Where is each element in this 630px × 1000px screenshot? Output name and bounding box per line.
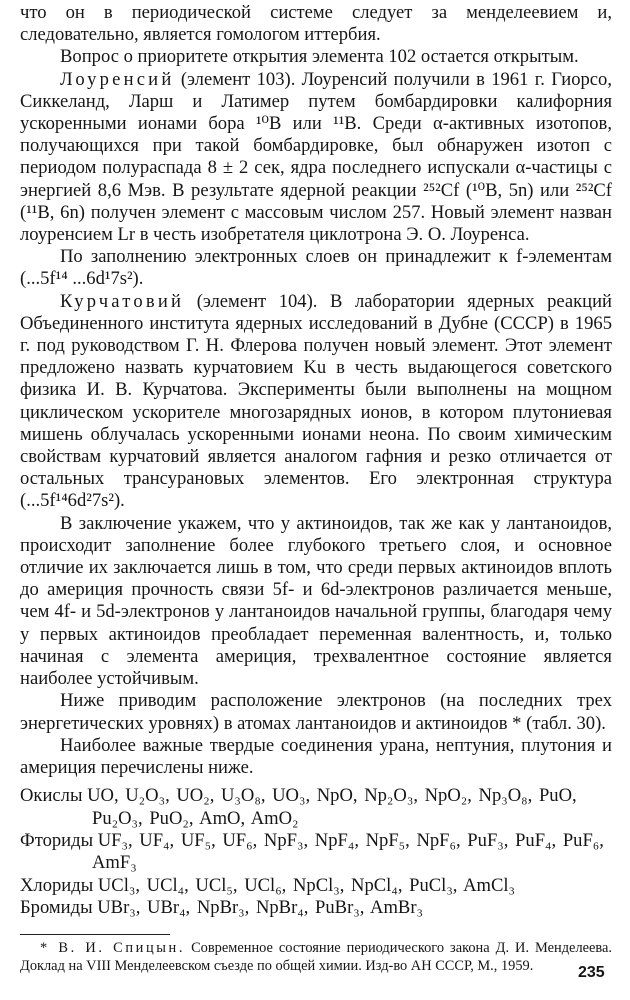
footnote-text: Современное состояние периодического закона Д. И. Менделеева. Доклад на VIII Менделеевском съезде по общей химии. Изд-во АН СССР, М., 1959. [20,939,612,975]
book-page [20,2,612,976]
footnote [20,939,612,976]
compound-list: UF₃, UF₄, UF₅, UF₆, NpF₃, NpF₄, NpF₅, NpF₆, PuF₃, PuF₄, PuF₆, AmF₃ [92,829,604,874]
compound-list: UBr₃, UBr₄, NpBr₃, NpBr₄, PuBr₃, AmBr₃ [97,897,423,919]
compound-label: Фториды [20,829,94,851]
compound-label: Окислы [20,785,83,807]
page-number: 235 [578,964,605,981]
paragraph-compounds-intro: Наиболее важные твердые соединения урана, нептуния, плутония и америция перечислены ниже. [20,734,612,778]
compounds-oxides [20,785,612,830]
paragraph-table-ref: Ниже приводим расположение электронов (на последних трех энергетических уровнях) в атомах лантаноидов и актиноидов * (табл. 30). [20,690,612,734]
compound-list: UCl₃, UCl₄, UCl₅, UCl₆, NpCl₃, NpCl₄, PuCl₃, AmCl₃ [97,874,516,896]
compounds-chlorides [20,875,612,897]
compounds-fluorides [20,830,612,875]
compound-label: Бромиды [20,897,93,919]
compound-label: Хлориды [20,874,94,896]
paragraph-f-elements: По заполнению электронных слоев он принадлежит к f-элементам (...5f¹⁴ ...6d¹7s²). [20,246,612,290]
term-lawrencium: Лоуренсий [60,68,175,90]
footnote-author: * В. И. Спицын. [40,939,186,956]
paragraph-lawrencium [20,69,612,247]
compound-list: UO, U₂O₃, UO₂, U₃O₈, UO₃, NpO, Np₂O₃, NpO₂, Np₃O₈, PuO, Pu₂O₃, PuO₂, AmO, AmO₂ [87,785,577,829]
term-kurchatovium: Курчатовий [60,290,185,312]
paragraph-continuation: что он в периодической системе следует за менделеевием и, следовательно, является гомологом иттербия. [20,2,612,46]
compounds-bromides [20,897,612,919]
paragraph-conclusion: В заключение укажем, что у актиноидов, так же как у лантаноидов, происходит заполнение более глубокого третьего слоя, и основное отличие их заключается лишь в том, что среди первых актиноидов вплоть до америция прочность связи 5f- и 6d-электронов различается меньше, чем 4f- и 5d-электронов у лантаноидов начальной группы, благодаря чему у первых актиноидов преобладает переменная валентность, и, только начиная с элемента америция, трехвалентное состояние является наиболее устойчивым. [20,512,612,690]
paragraph-priority: Вопрос о приоритете открытия элемента 102 остается открытым. [60,46,579,68]
lawrencium-text: (элемент 103). Лоуренсий получили в 1961 г. Гиорсо, Сиккеланд, Ларш и Латимер путем бомбардировки калифорния ускоренными ионами бора ¹⁰B или ¹¹B. Среди α-активных изотопов, получающихся при такой бомбардировке, был обнаружен изотоп с периодом полураспада 8 ± 2 сек, ядра последнего испускали α-частицы с энергией 8,6 Мэв. В результате ядерной реакции ²⁵²Cf (¹⁰B, 5n) или ²⁵²Cf (¹¹B, 6n) получен элемент с массовым числом 257. Новый элемент назван лоуренсием Lr в честь изобретателя циклотрона Э. О. Лоуренса. [20,68,612,246]
paragraph-kurchatovium [20,291,612,513]
kurchatovium-text: (элемент 104). В лаборатории ядерных реакций Объединенного института ядерных исследований в Дубне (СССР) в 1965 г. под руководством Г. Н. Флерова получен новый элемент. Этот элемент предложено назвать курчатовием Ku в честь выдающегося советского физика И. В. Курчатова. Эксперименты были выполнены на мощном циклическом ускорителе многозарядных ионов, в котором плутониевая мишень облучалась ускоренными ионами неона. По своим химическим свойствам курчатовий является аналогом гафния и резко отличается от остальных трансурановых элементов. Его электронная структура (...5f¹⁴6d²7s²). [20,290,612,512]
footnote-divider [20,934,170,935]
